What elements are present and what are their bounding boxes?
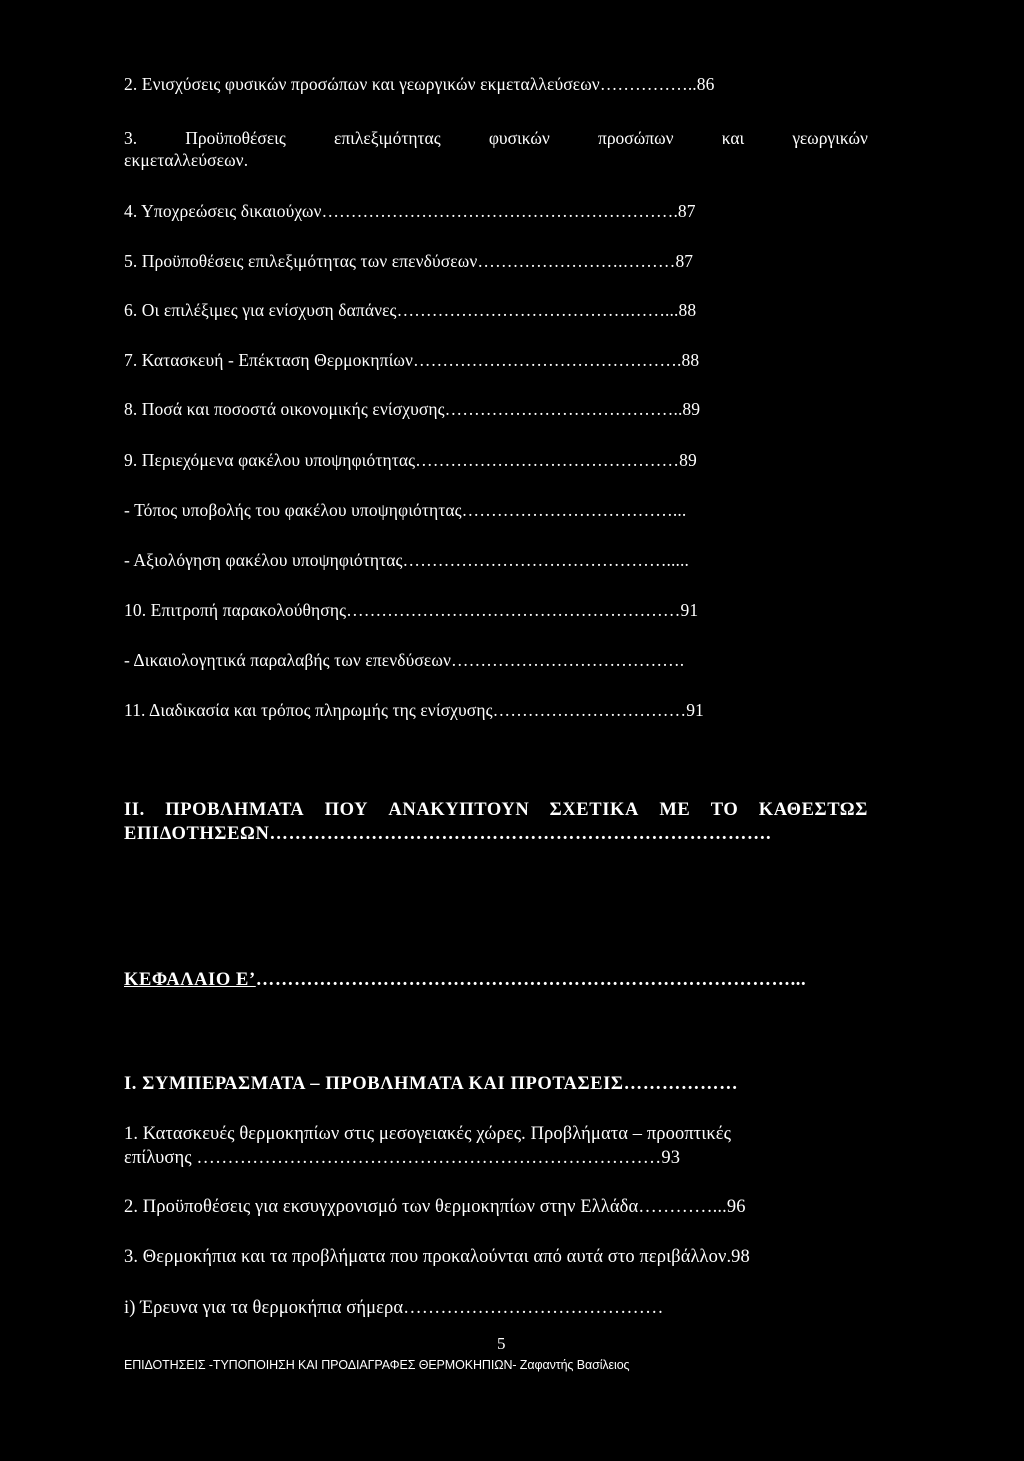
section-I-item-i: i) Έρευνα για τα θερμοκήπια σήμερα…………………………………… (124, 1298, 664, 1318)
toc-item-3-line1 (124, 126, 868, 150)
toc-item-3-word: και (721, 128, 745, 148)
chapter-title: ΚΕΦΑΛΑΙΟ Ε’ (124, 970, 256, 990)
section-II-word: ΠΡΟΒΛΗΜΑΤΑ (165, 800, 305, 820)
page-number: 5 (497, 1334, 506, 1353)
section-II-word: ΚΑΘΕΣΤΩΣ (758, 800, 868, 820)
section-II-word: II. (124, 800, 145, 820)
toc-item-3-word: γεωργικών (792, 128, 868, 148)
section-II-heading-line1 (124, 798, 868, 822)
toc-item-8: 8. Ποσά και ποσοστά οικονομικής ενίσχυσης…………………………………..89 (124, 399, 701, 419)
toc-item-4: 4. Υποχρεώσεις δικαιούχων…………………………………………………….87 (124, 201, 696, 221)
section-I-item-1-line1: 1. Κατασκευές θερμοκηπίων στις μεσογειακές χώρες. Προβλήματα – προοπτικές (124, 1124, 732, 1144)
toc-item-5: 5. Προϋποθέσεις επιλεξιμότητας των επενδύσεων…………………….………87 (124, 251, 694, 271)
section-I-item-2: 2. Προϋποθέσεις για εκσυγχρονισμό των θερμοκηπίων στην Ελλάδα…………...96 (124, 1197, 746, 1217)
toc-item-3-word: προσώπων (597, 128, 674, 148)
section-II-word: ΤΟ (710, 800, 739, 820)
toc-item-7: 7. Κατασκευή - Επέκταση Θερμοκηπίων……………………………………….88 (124, 350, 700, 370)
section-I-item-3: 3. Θερμοκήπια και τα προβλήματα που προκαλούνται από αυτά στο περιβάλλον.98 (124, 1247, 750, 1267)
section-II-heading-line2: ΕΠΙΔΟΤΗΣΕΩΝ……………………………………………………………………. (124, 824, 772, 844)
page-footer: ΕΠΙΔΟΤΗΣΕΙΣ -ΤΥΠΟΠΟΙΗΣΗ ΚΑΙ ΠΡΟΔΙΑΓΡΑΦΕΣ ΘΕΡΜΟΚΗΠΙΩΝ- Ζαφαντής Βασίλειος (124, 1358, 630, 1372)
toc-sub-topos: - Τόπος υποβολής του φακέλου υποψηφιότητας………………………………... (124, 500, 687, 520)
toc-item-6: 6. Οι επιλέξιμες για ενίσχυση δαπάνες………………………………….……...88 (124, 300, 697, 320)
toc-item-3-word: Προϋποθέσεις (185, 128, 286, 148)
chapter-dots: …………………………………………………………………………... (255, 970, 807, 990)
section-I-heading: I. ΣΥΜΠΕΡΑΣΜΑΤΑ – ΠΡΟΒΛΗΜΑΤΑ ΚΑΙ ΠΡΟΤΑΣΕΙΣ……………… (124, 1074, 739, 1094)
section-II-word: ΠΟΥ (324, 800, 369, 820)
section-I-item-1-line2: επίλυσης …………………………………………………………………93 (124, 1148, 681, 1168)
toc-sub-dikaiologitika: - Δικαιολογητικά παραλαβής των επενδύσεων…………………………………. (124, 650, 685, 670)
toc-item-11: 11. Διαδικασία και τρόπος πληρωμής της ενίσχυσης……………………………91 (124, 700, 704, 720)
toc-item-3-line2: εκμεταλλεύσεων. (124, 150, 249, 170)
section-II-word: ΑΝΑΚΥΠΤΟΥΝ (388, 800, 530, 820)
section-II-word: ΜΕ (659, 800, 691, 820)
toc-item-9: 9. Περιεχόμενα φακέλου υποψηφιότητας………………………………………89 (124, 450, 697, 470)
toc-item-10: 10. Επιτροπή παρακολούθησης…………………………………………………91 (124, 600, 699, 620)
toc-item-2: 2. Ενισχύσεις φυσικών προσώπων και γεωργικών εκμεταλλεύσεων……………..86 (124, 74, 715, 94)
toc-sub-axiologisi: - Αξιολόγηση φακέλου υποψηφιότητας………………………………………..... (124, 550, 689, 570)
toc-item-3-word: επιλεξιμότητας (333, 128, 441, 148)
section-II-word: ΣΧΕΤΙΚΑ (549, 800, 639, 820)
toc-item-3-word: 3. (124, 128, 138, 148)
chapter-heading (124, 968, 806, 992)
toc-item-3-word: φυσικών (488, 128, 550, 148)
